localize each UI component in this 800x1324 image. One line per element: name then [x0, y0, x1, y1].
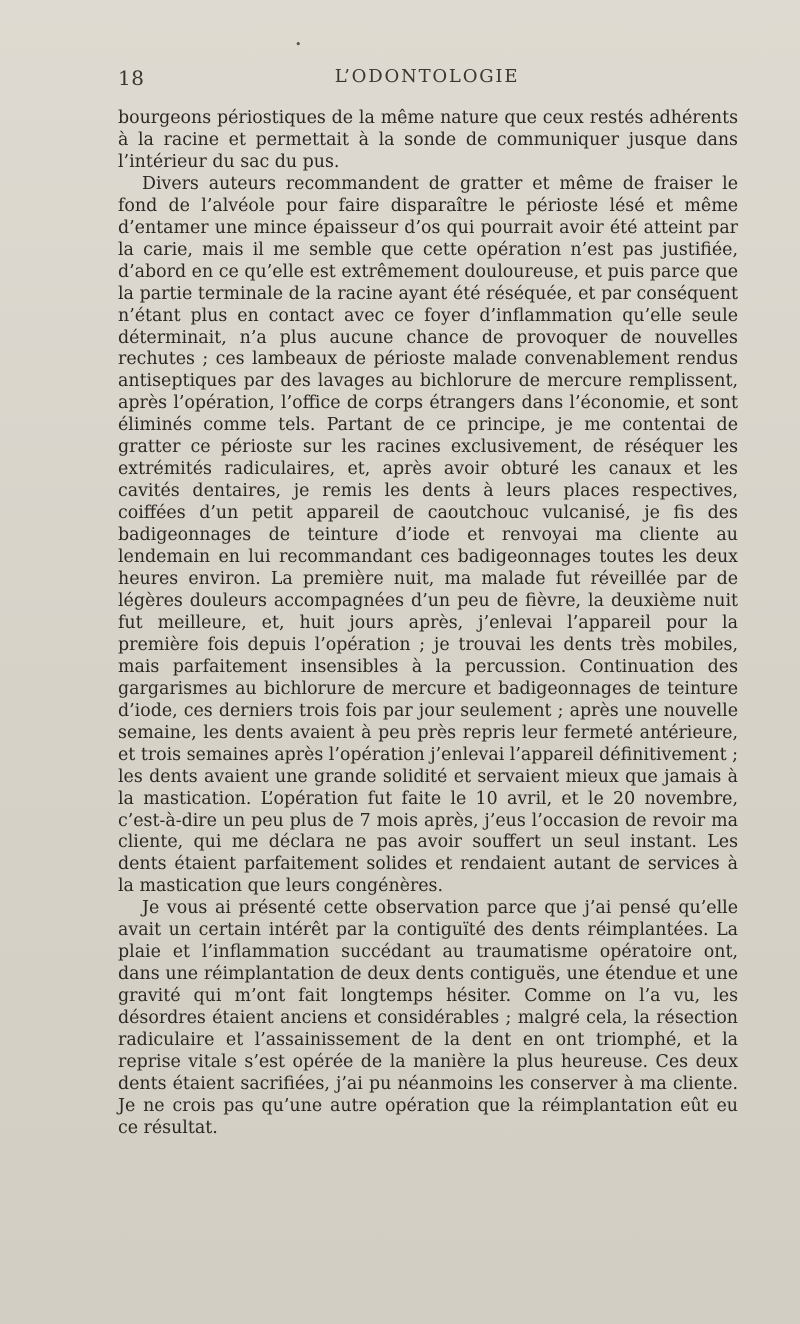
printer-mark: • — [295, 38, 302, 51]
paragraph-observation: Divers auteurs recommandent de gratter et même de fraiser le fond de l’alvéole pour faire disparaître le périoste lésé et même d’entamer une mince épaisseur d’os qui pourrait avoir été atteint par la carie, mais il me semble que cette opération n’est pas justifiée, d’abord en ce qu’elle est extrêmement douloureuse, et puis parce que la partie terminale de la racine ayant été réséquée, et par conséquent n’étant plus en contact avec ce foyer d’inflammation qu’elle seule déterminait, n’a plus aucune chance de provoquer de nouvelles rechutes ; ces lambeaux de périoste malade convenablement rendus antiseptiques par des lavages au bichlorure de mercure remplissent, après l’opération, l’office de corps étrangers dans l’économie, et sont éliminés comme tels. Partant de ce principe, je me contentai de gratter ce périoste sur les racines exclusivement, de réséquer les extrémités radiculaires, et, après avoir obturé les canaux et les cavités dentaires, je remis les dents à leurs places respectives, coiffées d’un petit appareil de caoutchouc vulcanisé, je fis des badigeonnages de teinture d’iode et renvoyai ma cliente au lendemain en lui recommandant ces badigeonnages toutes les deux heures environ. La première nuit, ma malade fut réveillée par de légères douleurs accompagnées d’un peu de fièvre, la deuxième nuit fut meilleure, et, huit jours après, j’enlevai l’appareil pour la première fois depuis l’opération ; je trouvai les dents très mobiles, mais parfaitement insensibles à la percussion. Continuation des gargarismes au bichlorure de mercure et badigeonnages de teinture d’iode, ces derniers trois fois par jour seulement ; après une nouvelle semaine, les dents avaient à peu près repris leur fermeté antérieure, et trois semaines après l’opération j’enlevai l’appareil définitivement ; les dents avaient une grande solidité et servaient mieux que jamais à la mastication. L’opération fut faite le 10 avril, et le 20 novembre, c’est-à-dire un peu plus de 7 mois après, j’eus l’occasion de revoir ma cliente, qui me déclara ne pas avoir souffert un seul instant. Les dents étaient parfaitement solides et rendaient autant de services à la mastication que leurs congénères. — [118, 173, 738, 897]
body-text — [118, 108, 738, 1140]
page-header — [118, 66, 736, 94]
paragraph-continued: bourgeons périostiques de la même nature que ceux restés adhérents à la racine et permettait à la sonde de communiquer jusque dans l’intérieur du sac du pus. — [118, 108, 738, 172]
page-number: 18 — [118, 66, 145, 90]
paragraph-conclusion: Je vous ai présenté cette observation parce que j’ai pensé qu’elle avait un certain intérêt par la contiguïté des dents réimplantées. La plaie et l’inflammation succédant au traumatisme opératoire ont, dans une réimplantation de deux dents contiguës, une étendue et une gravité qui m’ont fait longtemps hésiter. Comme on l’a vu, les désordres étaient anciens et considérables ; malgré cela, la résection radiculaire et l’assainissement de la dent en ont triomphé, et la reprise vitale s’est opérée de la manière la plus heureuse. Ces deux dents étaient sacrifiées, j’ai pu néanmoins les conserver à ma cliente. Je ne crois pas qu’une autre opération que la réimplantation eût eu ce résultat. — [118, 898, 738, 1138]
running-title: L’ODONTOLOGIE — [334, 66, 520, 87]
